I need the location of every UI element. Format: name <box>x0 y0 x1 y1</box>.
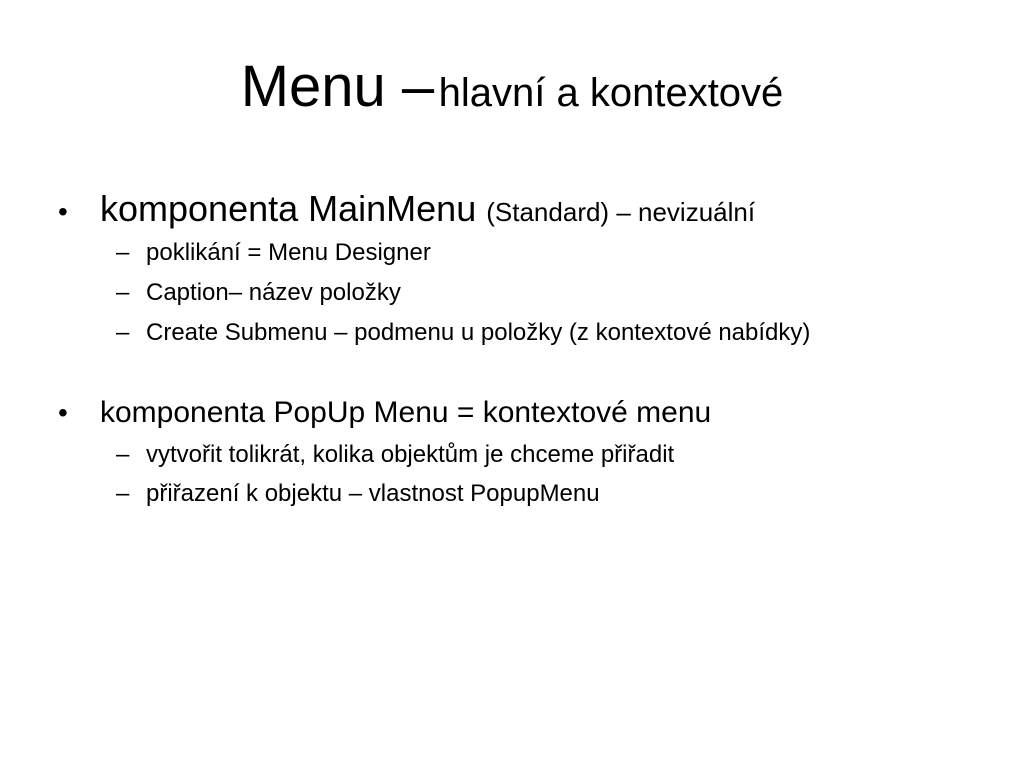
sub-item-text: Caption– název položky <box>146 278 401 306</box>
slide-title <box>0 54 1024 119</box>
title-subtitle: hlavní a kontextové <box>438 71 784 115</box>
sub-item <box>116 319 998 347</box>
sub-item <box>116 480 998 508</box>
bullet-symbol: • <box>58 196 68 227</box>
sub-item-text: vytvořit tolikrát, kolika objektům je chceme přiřadit <box>146 440 675 468</box>
bullet-popupmenu <box>58 396 998 431</box>
bullet-text: komponenta MainMenu <box>100 188 477 229</box>
dash-symbol: – <box>116 318 130 346</box>
bullet-mainmenu <box>58 188 998 229</box>
sub-item-text: přiřazení k objektu – vlastnost PopupMenu <box>146 480 600 508</box>
bullet-symbol: • <box>58 397 68 429</box>
bullet-note: (Standard) – nevizuální <box>486 197 756 227</box>
sub-item <box>116 279 998 307</box>
dash-symbol: – <box>116 480 130 508</box>
dash-symbol: – <box>116 440 130 468</box>
sub-item <box>116 441 998 469</box>
sub-item-text: poklikání = Menu Designer <box>146 239 431 267</box>
bullet-text: komponenta PopUp Menu = kontextové menu <box>100 396 712 430</box>
sub-item <box>116 239 998 267</box>
sub-item-text: Create Submenu – podmenu u položky (z kontextové nabídky) <box>146 318 811 346</box>
dash-symbol: – <box>116 278 130 306</box>
title-main: Menu – <box>240 54 435 119</box>
dash-symbol: – <box>116 239 130 267</box>
bullet-list <box>58 188 998 508</box>
